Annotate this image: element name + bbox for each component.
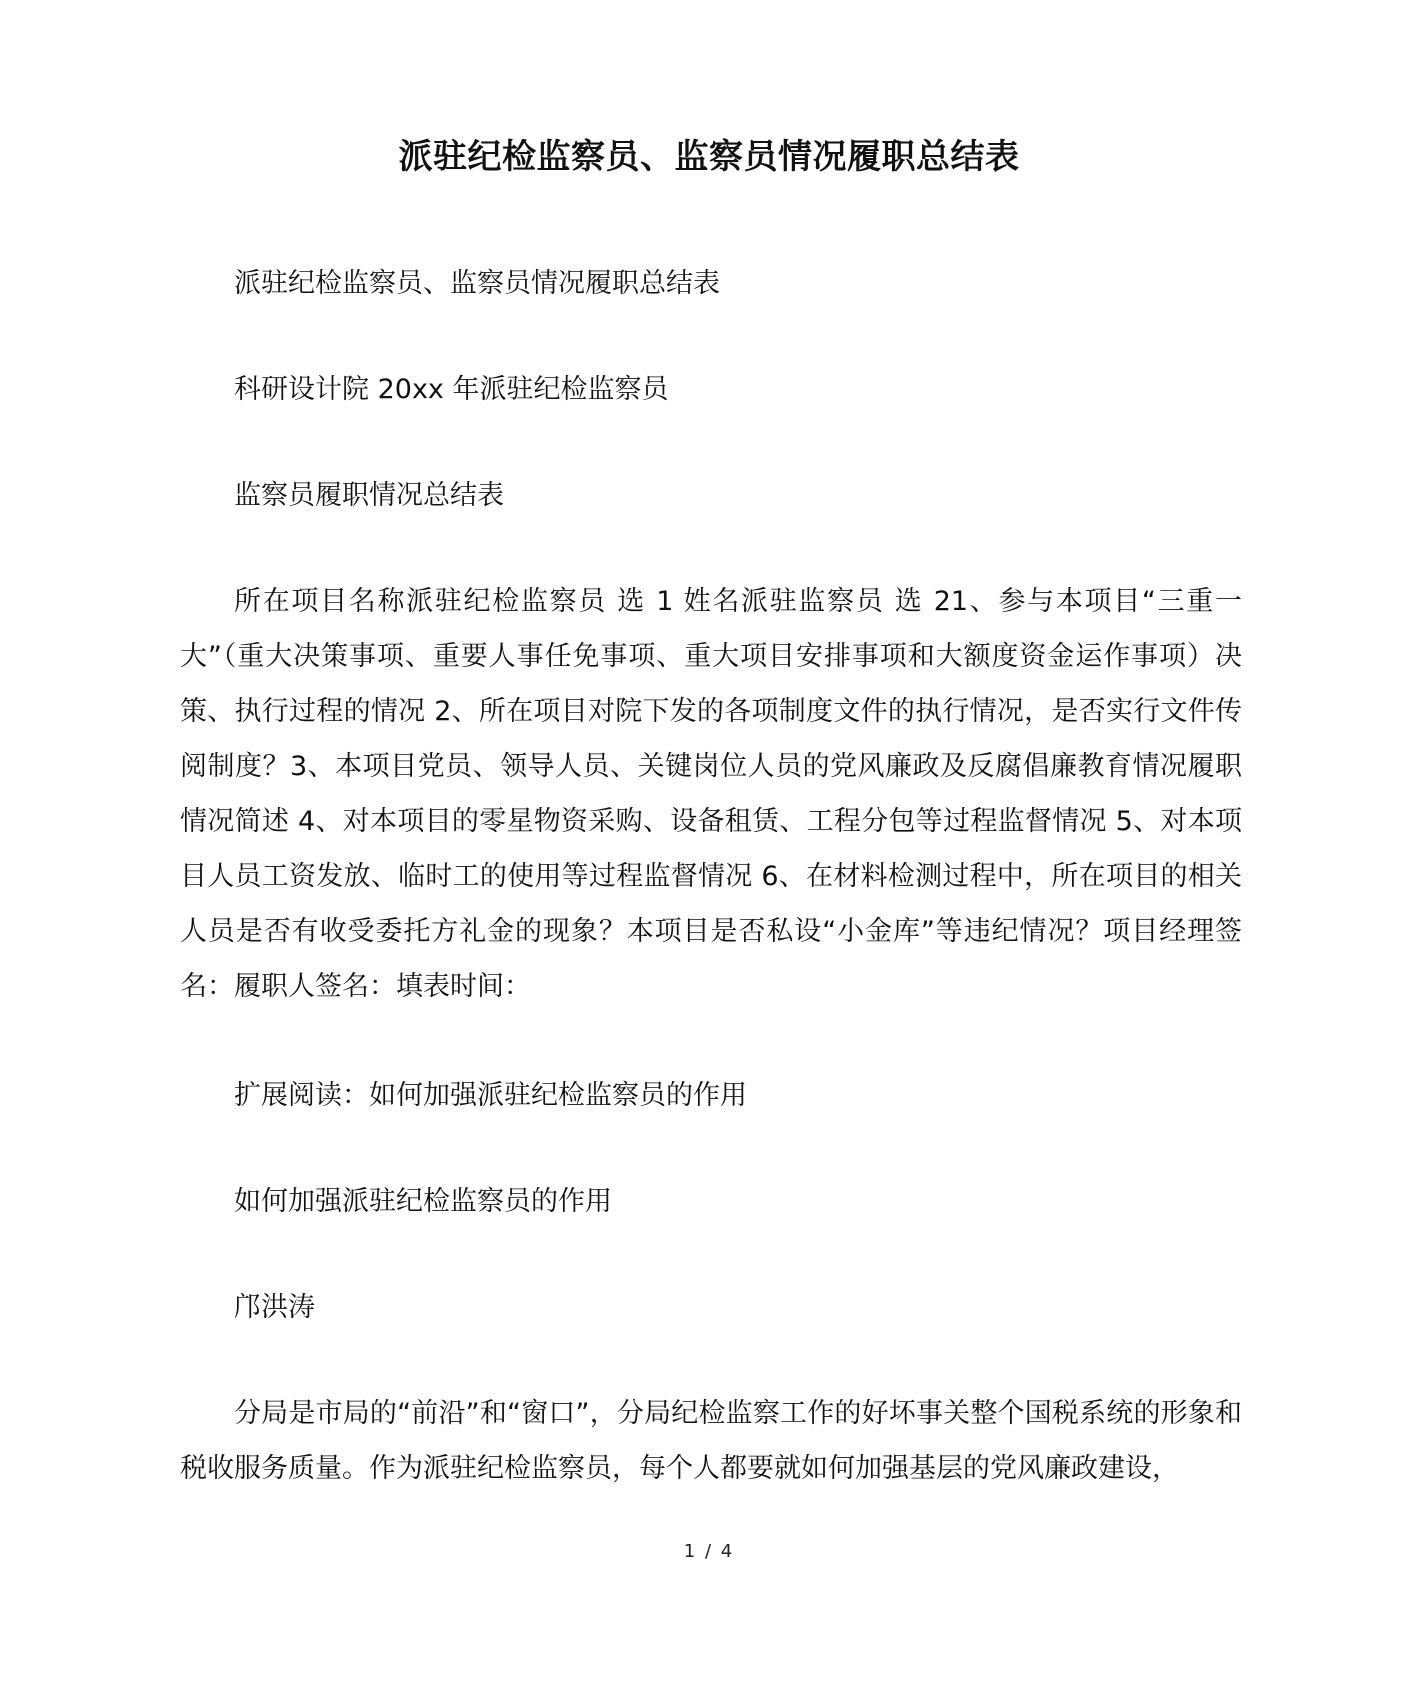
page-number: 1 / 4 — [683, 1541, 735, 1562]
paragraph-article-title: 如何加强派驻纪检监察员的作用 — [234, 1186, 612, 1217]
paragraph-institute-line: 科研设计院 20xx 年派驻纪检监察员 — [234, 374, 669, 405]
paragraph-article-body: 分局是市局的“前沿”和“窗口”，分局纪检监察工作的好坏事关整个国税系统的形象和税收服务质量。作为派驻纪检监察员，每个人都要就如何加强基层的党风廉政建设， — [180, 1398, 1242, 1484]
paragraph-table-heading: 监察员履职情况总结表 — [234, 480, 504, 511]
paragraph-subtitle: 派驻纪检监察员、监察员情况履职总结表 — [234, 268, 720, 299]
paragraph-extended-reading: 扩展阅读：如何加强派驻纪检监察员的作用 — [234, 1080, 747, 1111]
paragraph-form-contents: 所在项目名称派驻纪检监察员 选 1 姓名派驻监察员 选 21、参与本项目“三重一大”（重大决策事项、重要人事任免事项、重大项目安排事项和大额度资金运作事项）决策、执行过程的情况 2、所在项目对院下发的各项制度文件的执行情况，是否实行文件传阅制度？3、本项目党员、领导人员、关键岗位人员的党风廉政及反腐倡廉教育情况履职情况简述 4、对本项目的零星物资采购、设备租赁、工程分包等过程监督情况 5、对本项目人员工资发放、临时工的使用等过程监督情况 6、在材料检测过程中，所在项目的相关人员是否有收受委托方礼金的现象？本项目是否私设“小金库”等违纪情况？项目经理签名：履职人签名：填表时间： — [180, 586, 1242, 1002]
paragraph-author: 邝洪涛 — [234, 1292, 315, 1323]
document-title: 派驻纪检监察员、监察员情况履职总结表 — [398, 137, 1020, 177]
